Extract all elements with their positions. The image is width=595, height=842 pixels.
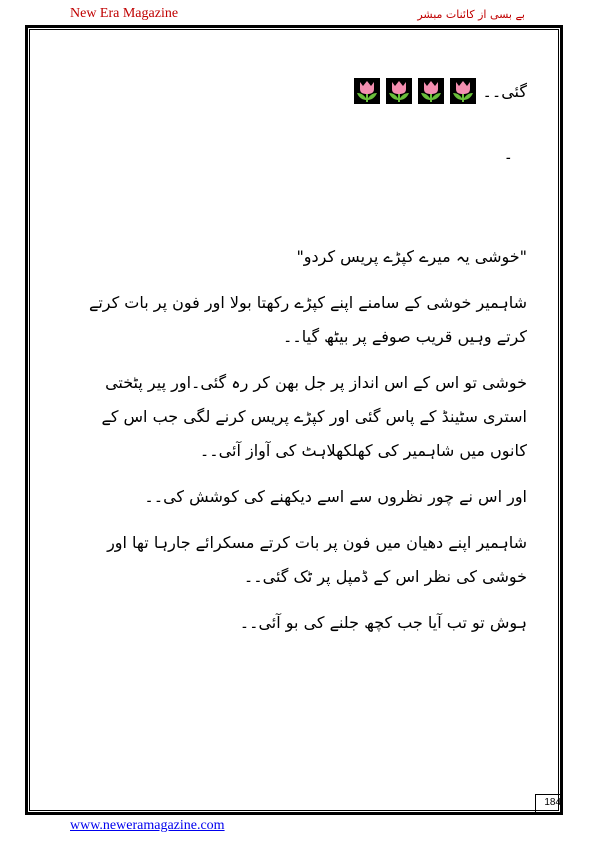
blank-gap [60,166,527,240]
paragraph-2: شاہمیر خوشی کے سامنے اپنے کپڑے رکھتا بولا اور فون پر بات کرتے کرتے وہیں قریب صوفے پر بیٹھ گیا۔۔ [88,293,527,346]
page-content [60,74,527,640]
paragraph-5: شاہمیر اپنے دھیان میں فون پر بات کرتے مسکرائے جارہا تھا اور خوشی کی نظر اس کے ڈمپل پر ٹک گئی۔۔ [107,533,527,586]
tulip-ornament [354,78,476,104]
paragraph-4: اور اس نے چور نظروں سے اسے دیکھنے کی کوشش کی۔۔ [144,487,527,506]
magazine-name: New Era Magazine [70,6,179,21]
paragraph-3: خوشی تو اس کے اس انداز پر جل بھن کر رہ گئی۔اور پیر پٹختی استری سٹینڈ کے پاس گئی اور کپڑے پریس کرنے لگی جب اس کے کانوں میں شاہمیر کی کھلکھلاہٹ کی آواز آئی۔۔ [101,373,527,460]
tulip-icon [450,78,476,104]
tulip-icon [386,78,412,104]
paragraph-1: "خوشی یہ میرے کپڑے پریس کردو" [296,247,527,266]
paragraph-6: ہوش تو تب آیا جب کچھ جلنے کی بو آئی۔۔ [239,613,527,632]
website-link[interactable]: www.neweramagazine.com [70,818,225,833]
tulip-icon [418,78,444,104]
page-number: 184 [535,794,561,812]
tulip-icon [354,78,380,104]
novel-title: بے بسی از کائنات مبشر [417,8,525,21]
section-separator: ۔ [503,144,513,163]
section-heading-row [60,74,527,108]
section-heading: گئی۔۔ [482,81,527,101]
